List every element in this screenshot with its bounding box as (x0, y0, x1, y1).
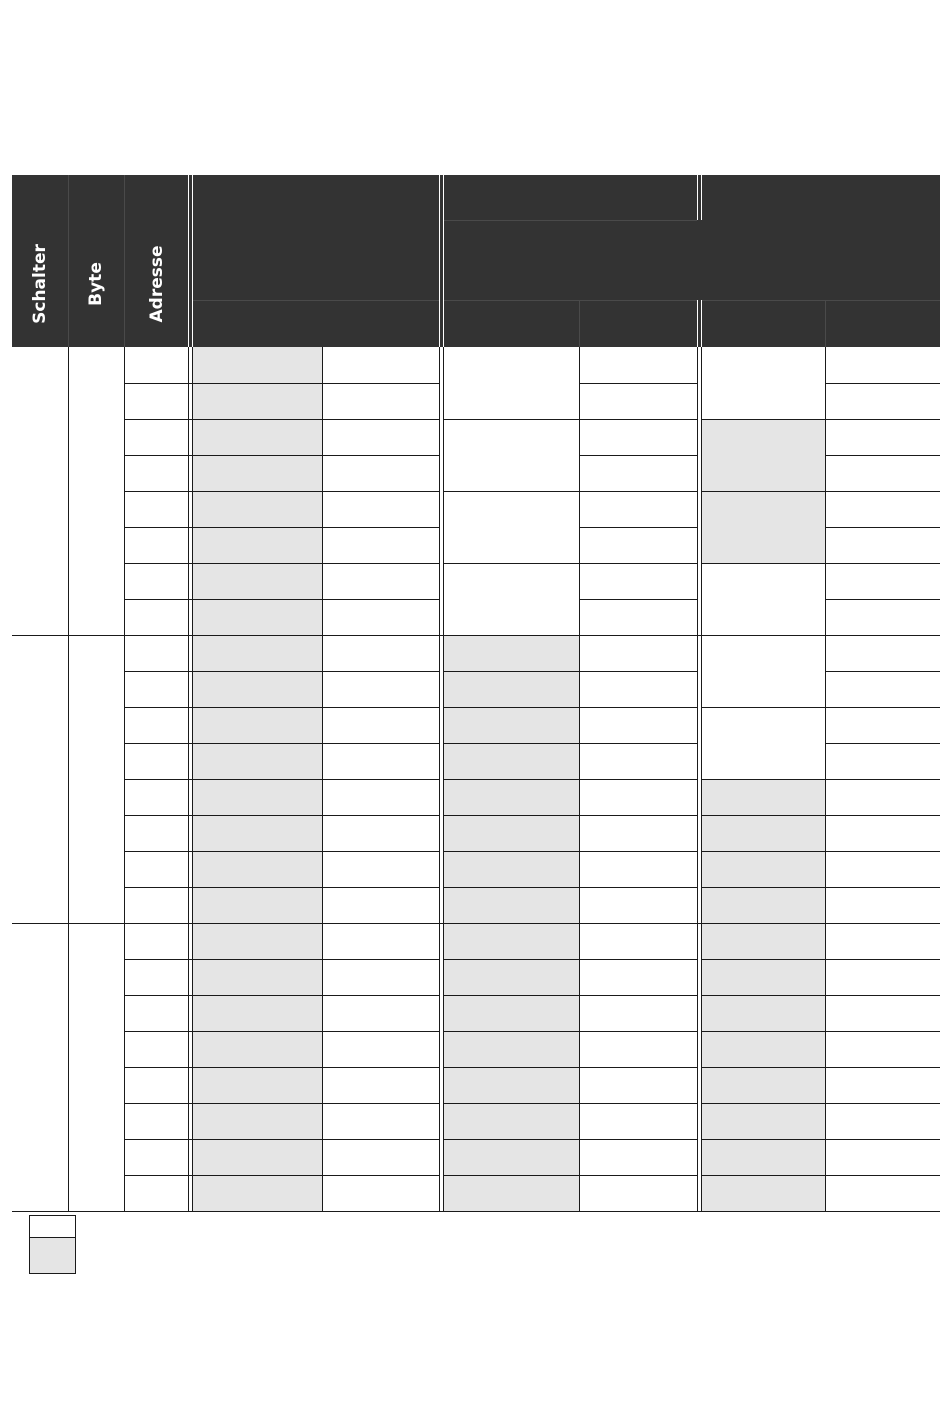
group-divider (12, 1211, 940, 1212)
double-divider-left (439, 347, 440, 1211)
table-row-divider (579, 815, 697, 816)
double-divider-left (188, 347, 189, 1211)
table-row-divider (825, 491, 940, 492)
table-row-divider (124, 1175, 439, 1176)
table-row-divider (124, 491, 439, 492)
table-row-divider (825, 563, 940, 564)
table-row-divider (825, 959, 940, 960)
table-row-divider (444, 1175, 579, 1176)
table-row-divider (444, 743, 579, 744)
legend-swatch-shaded (29, 1237, 76, 1274)
table-row-divider (579, 959, 697, 960)
table-row-divider (124, 815, 439, 816)
table-row-divider (124, 851, 439, 852)
table-row-divider (825, 707, 940, 708)
table-row-divider (825, 815, 940, 816)
table-row-divider (825, 887, 940, 888)
table-row-divider (444, 1139, 579, 1140)
group-divider (12, 635, 940, 636)
table-row-divider (124, 563, 439, 564)
table-row-divider (825, 1175, 940, 1176)
table-row-divider (702, 1031, 825, 1032)
table-row-divider (444, 887, 579, 888)
table-row-divider (825, 995, 940, 996)
table-row-divider (579, 1103, 697, 1104)
table-row-divider (825, 527, 940, 528)
table-row-divider (825, 599, 940, 600)
table-row-divider (825, 779, 940, 780)
table-row-divider (124, 527, 439, 528)
merged-row-divider (702, 779, 825, 780)
table-row-divider (825, 1067, 940, 1068)
table-row-divider (579, 851, 697, 852)
double-divider-right (443, 347, 444, 1211)
header-schalter: Schalter (30, 244, 50, 324)
column-divider-e-f (825, 347, 826, 1211)
table-row-divider (124, 887, 439, 888)
table-row-divider (825, 1139, 940, 1140)
table-row-divider (124, 779, 439, 780)
table-row-divider (124, 671, 439, 672)
merged-row-divider (702, 419, 825, 420)
table-row-divider (702, 959, 825, 960)
header-adresse: Adresse (147, 245, 167, 323)
double-divider-right (701, 347, 702, 1211)
table-row-divider (702, 887, 825, 888)
table-row-divider (579, 455, 697, 456)
table-row-divider (124, 707, 439, 708)
table-row-divider (825, 851, 940, 852)
table-row-divider (825, 671, 940, 672)
double-divider-left (697, 347, 698, 1211)
table-row-divider (702, 851, 825, 852)
table-row-divider (579, 599, 697, 600)
table-row-divider (825, 1103, 940, 1104)
table-row-divider (579, 743, 697, 744)
table-row-divider (124, 959, 439, 960)
double-divider-right (192, 347, 193, 1211)
table-row-divider (124, 599, 439, 600)
table-row-divider (579, 383, 697, 384)
table-row-divider (124, 1031, 439, 1032)
table-row-divider (124, 743, 439, 744)
merged-row-divider (702, 707, 825, 708)
header-byte: Byte (86, 262, 106, 306)
table-row-divider (702, 815, 825, 816)
table-row-divider (579, 563, 697, 564)
table-row-divider (579, 671, 697, 672)
table-row-divider (444, 851, 579, 852)
table-row-divider (444, 959, 579, 960)
table-row-divider (444, 707, 579, 708)
table-row-divider (702, 995, 825, 996)
table-row-divider (825, 743, 940, 744)
table-row-divider (579, 707, 697, 708)
merged-row-divider (444, 491, 579, 492)
table-row-divider (825, 1031, 940, 1032)
table-row-divider (825, 455, 940, 456)
table-row-divider (444, 779, 579, 780)
table-row-divider (579, 1067, 697, 1068)
merged-row-divider (702, 491, 825, 492)
table-row-divider (702, 1139, 825, 1140)
legend-swatch-plain (29, 1215, 76, 1238)
column-divider-adresse (124, 347, 125, 1211)
column-divider-byte (68, 347, 69, 1211)
table-row-divider (444, 1103, 579, 1104)
table-row-divider (702, 1175, 825, 1176)
table-row-divider (579, 1031, 697, 1032)
table-row-divider (579, 527, 697, 528)
table-row-divider (124, 455, 439, 456)
merged-row-divider (444, 563, 579, 564)
table-row-divider (124, 1067, 439, 1068)
table-row-divider (124, 383, 439, 384)
column-divider-c-d (579, 347, 580, 1211)
table-row-divider (825, 383, 940, 384)
table-row-divider (579, 1175, 697, 1176)
table-row-divider (444, 995, 579, 996)
merged-row-divider (702, 563, 825, 564)
table-row-divider (579, 779, 697, 780)
table-row-divider (579, 995, 697, 996)
table-row-divider (124, 1139, 439, 1140)
table-row-divider (579, 419, 697, 420)
column-divider-a-b (322, 347, 323, 1211)
table-row-divider (444, 815, 579, 816)
table-row-divider (124, 1103, 439, 1104)
table-row-divider (444, 1067, 579, 1068)
merged-row-divider (444, 419, 579, 420)
table-row-divider (702, 1067, 825, 1068)
table-row-divider (825, 419, 940, 420)
table-row-divider (579, 887, 697, 888)
table-row-divider (579, 1139, 697, 1140)
table-row-divider (124, 419, 439, 420)
group-divider (12, 923, 940, 924)
table-row-divider (444, 1031, 579, 1032)
table-row-divider (124, 995, 439, 996)
table-row-divider (579, 491, 697, 492)
table-row-divider (444, 671, 579, 672)
table-row-divider (702, 1103, 825, 1104)
